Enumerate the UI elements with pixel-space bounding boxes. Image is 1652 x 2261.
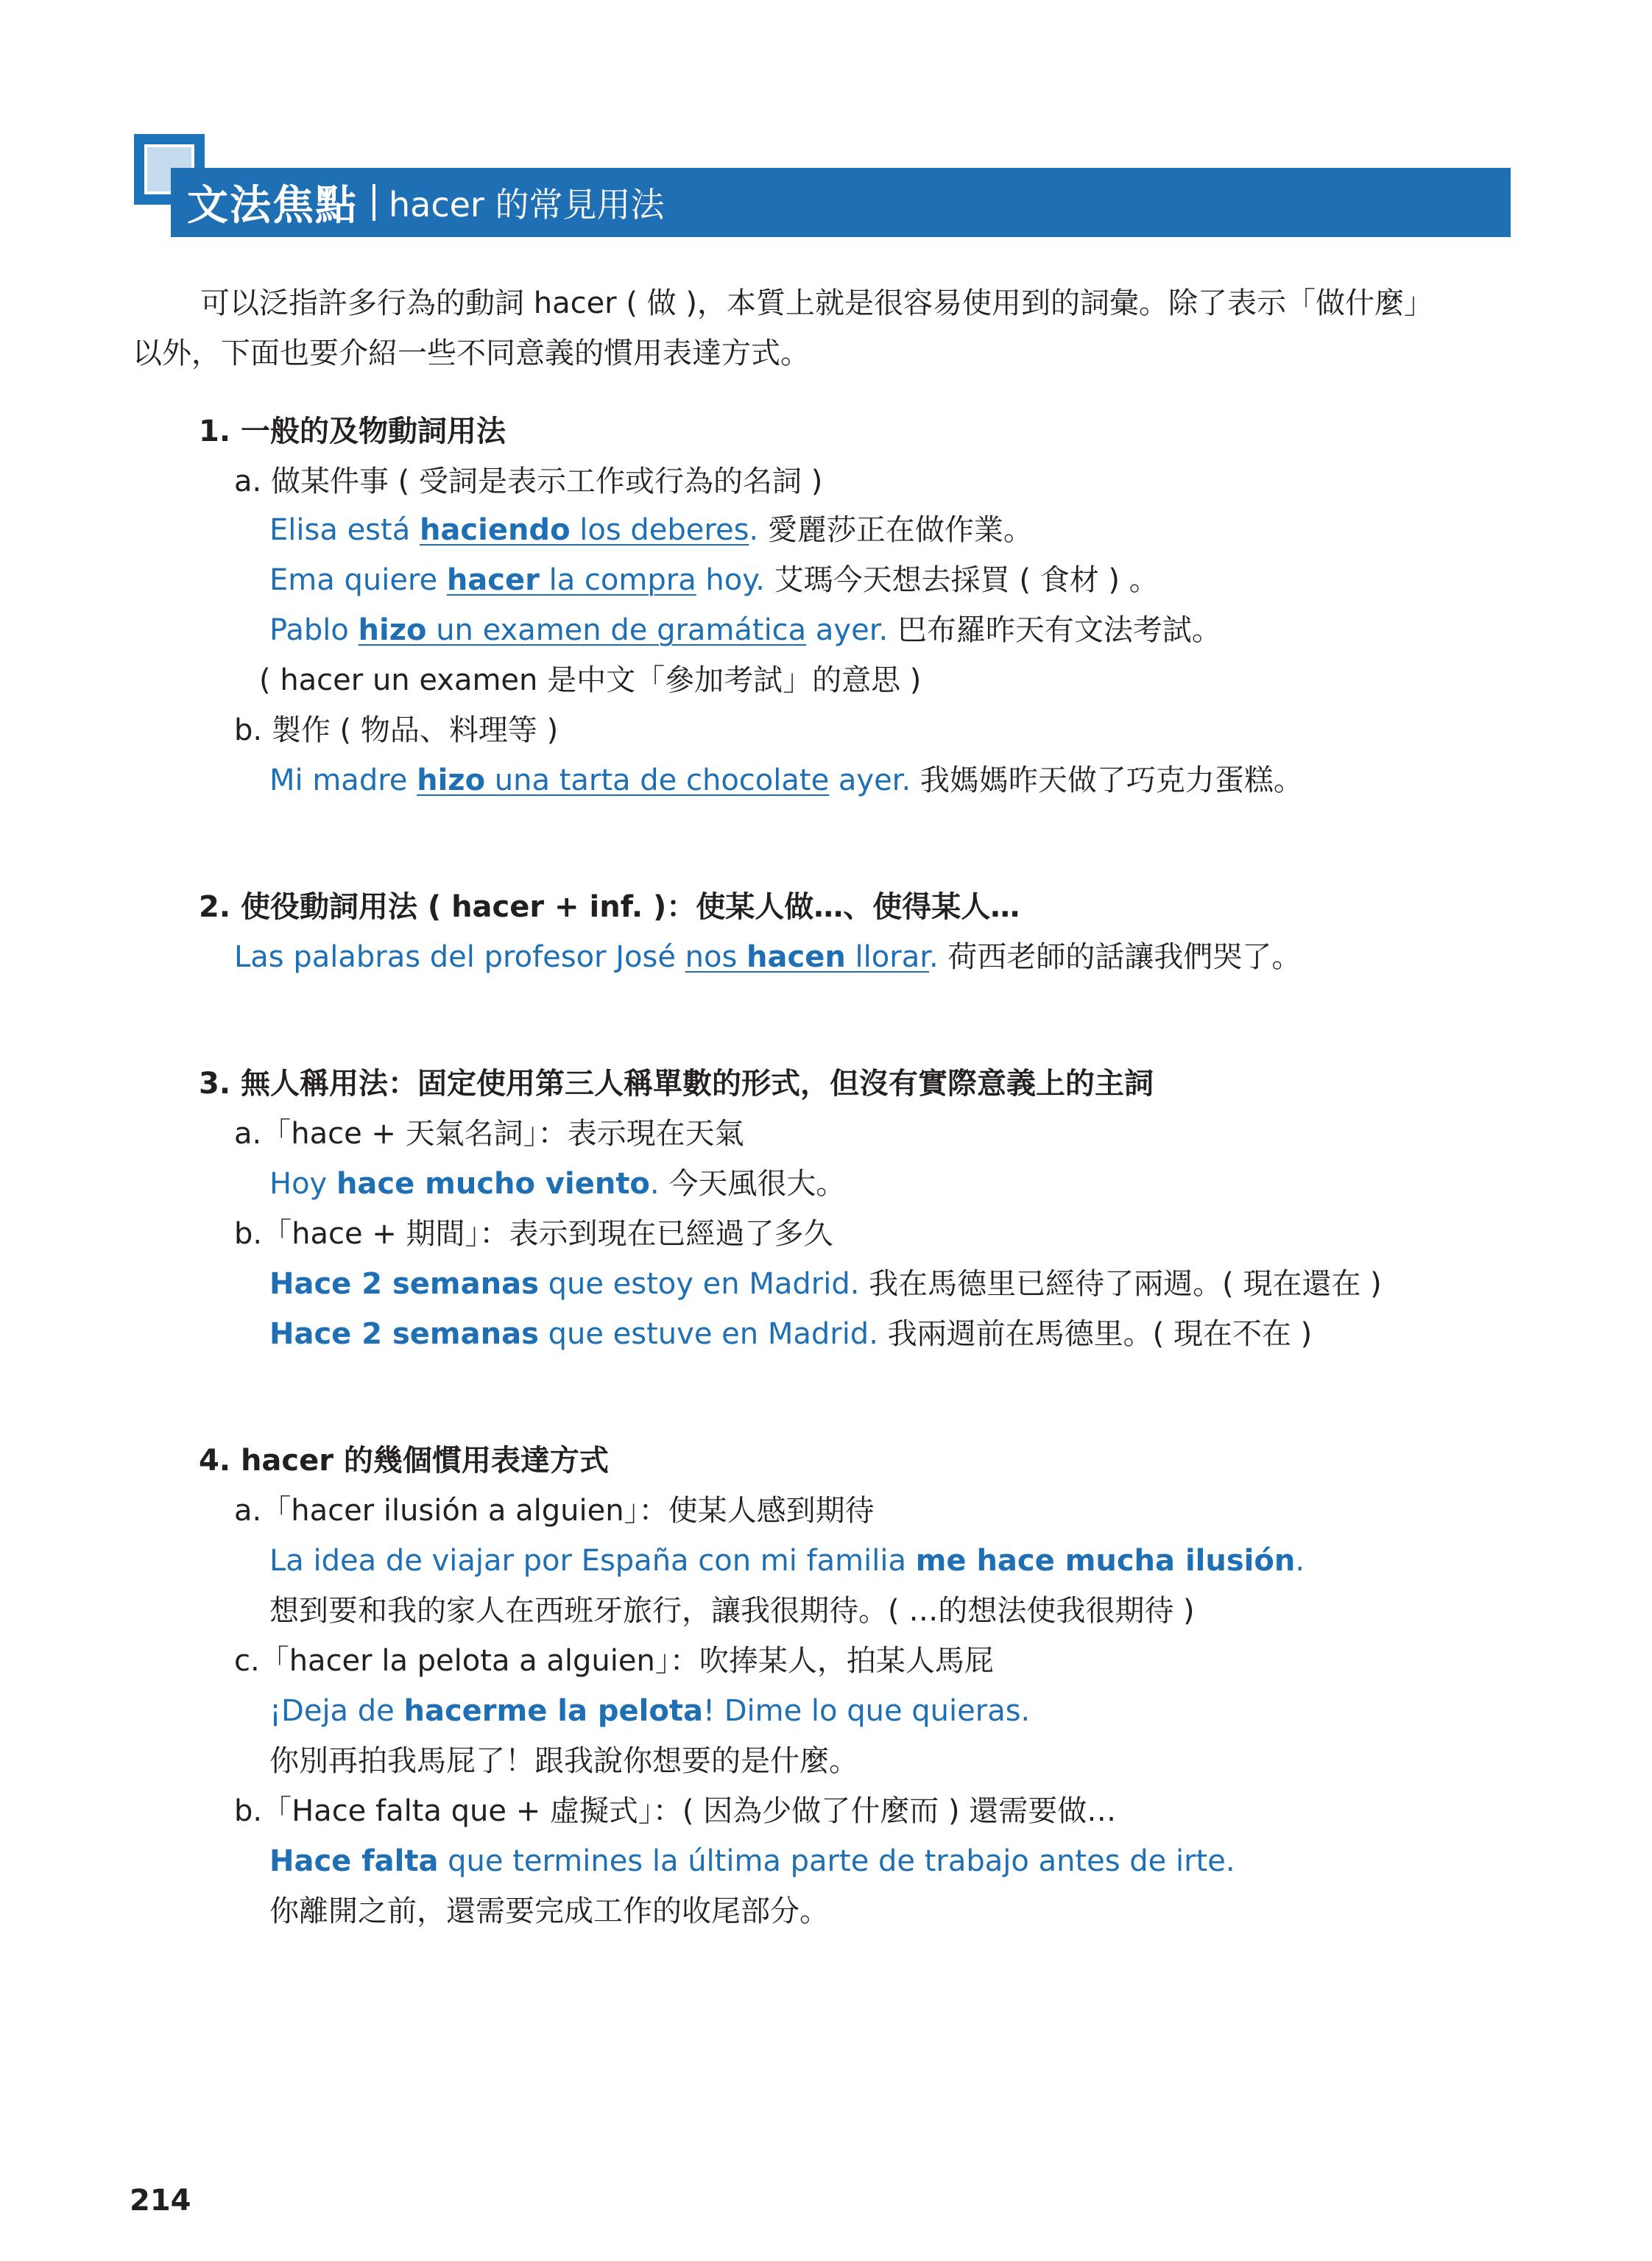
section-4-translation-2: 你別再拍我馬屁了！跟我說你想要的是什麼。 — [269, 1744, 858, 1778]
section-1-example-1: Elisa está haciendo los deberes. 愛麗莎正在做作業。 — [269, 513, 1033, 547]
section-3-item-a: a.「hace + 天氣名詞」：表示現在天氣 — [234, 1117, 744, 1151]
section-4-title: 4. hacer 的幾個慣用表達方式 — [199, 1444, 609, 1478]
intro-line-2: 以外，下面也要介紹一些不同意義的慣用表達方式。 — [133, 336, 810, 370]
section-2-example-1: Las palabras del profesor José nos hacen llorar. 荷西老師的話讓我們哭了。 — [234, 940, 1302, 974]
section-4-example-1: La idea de viajar por España con mi familia me hace mucha ilusión. — [269, 1544, 1305, 1578]
section-1-title: 1. 一般的及物動詞用法 — [199, 415, 506, 448]
section-3-example-3: Hace 2 semanas que estuve en Madrid. 我兩週前在馬德里。( 現在不在 ) — [269, 1317, 1313, 1351]
section-4-translation-1: 想到要和我的家人在西班牙旅行，讓我很期待。( …的想法使我很期待 ) — [269, 1594, 1195, 1628]
header-subtitle: hacer 的常見用法 — [389, 185, 665, 225]
section-3-example-2: Hace 2 semanas que estoy en Madrid. 我在馬德里已經待了兩週。( 現在還在 ) — [269, 1267, 1382, 1301]
section-3-example-1: Hoy hace mucho viento. 今天風很大。 — [269, 1167, 846, 1201]
section-1-note: ( hacer un examen 是中文「參加考試」的意思 ) — [259, 663, 922, 697]
section-4-item-b: b.「Hace falta que + 虛擬式」：( 因為少做了什麼而 ) 還需要做… — [234, 1794, 1117, 1828]
section-4-example-3: Hace falta que termines la última parte de trabajo antes de irte. — [269, 1844, 1235, 1878]
header-divider — [373, 184, 375, 221]
section-4-example-2: ¡Deja de hacerme la pelota! Dime lo que quieras. — [269, 1694, 1031, 1728]
section-1-example-2: Ema quiere hacer la compra hoy. 艾瑪今天想去採買 ( 食材 ) 。 — [269, 563, 1159, 597]
section-header — [171, 168, 1511, 237]
section-1-example-4: Mi madre hizo una tarta de chocolate ayer. 我媽媽昨天做了巧克力蛋糕。 — [269, 763, 1303, 797]
section-2-title: 2. 使役動詞用法 ( hacer + inf. )：使某人做…、使得某人… — [199, 890, 1020, 924]
header-title: 文法焦點 — [187, 182, 358, 230]
section-1-example-3: Pablo hizo un examen de gramática ayer. 巴布羅昨天有文法考試。 — [269, 613, 1221, 647]
page-number: 214 — [130, 2184, 191, 2218]
section-1-item-b: b. 製作 ( 物品、料理等 ) — [234, 713, 559, 747]
section-3-title: 3. 無人稱用法：固定使用第三人稱單數的形式，但沒有實際意義上的主詞 — [199, 1067, 1154, 1101]
section-4-translation-3: 你離開之前，還需要完成工作的收尾部分。 — [269, 1894, 829, 1928]
intro-line-1: 可以泛指許多行為的動詞 hacer ( 做 )，本質上就是很容易使用到的詞彙。除了表示「做什麼」 — [200, 286, 1433, 320]
section-3-item-b: b.「hace + 期間」：表示到現在已經過了多久 — [234, 1217, 833, 1251]
intro-paragraph — [133, 278, 1517, 378]
section-4-item-a: a.「hacer ilusión a alguien」：使某人感到期待 — [234, 1494, 875, 1528]
section-1-item-a: a. 做某件事 ( 受詞是表示工作或行為的名詞 ) — [234, 465, 823, 498]
section-4-item-c: c.「hacer la pelota a alguien」：吹捧某人，拍某人馬屁 — [234, 1644, 994, 1678]
